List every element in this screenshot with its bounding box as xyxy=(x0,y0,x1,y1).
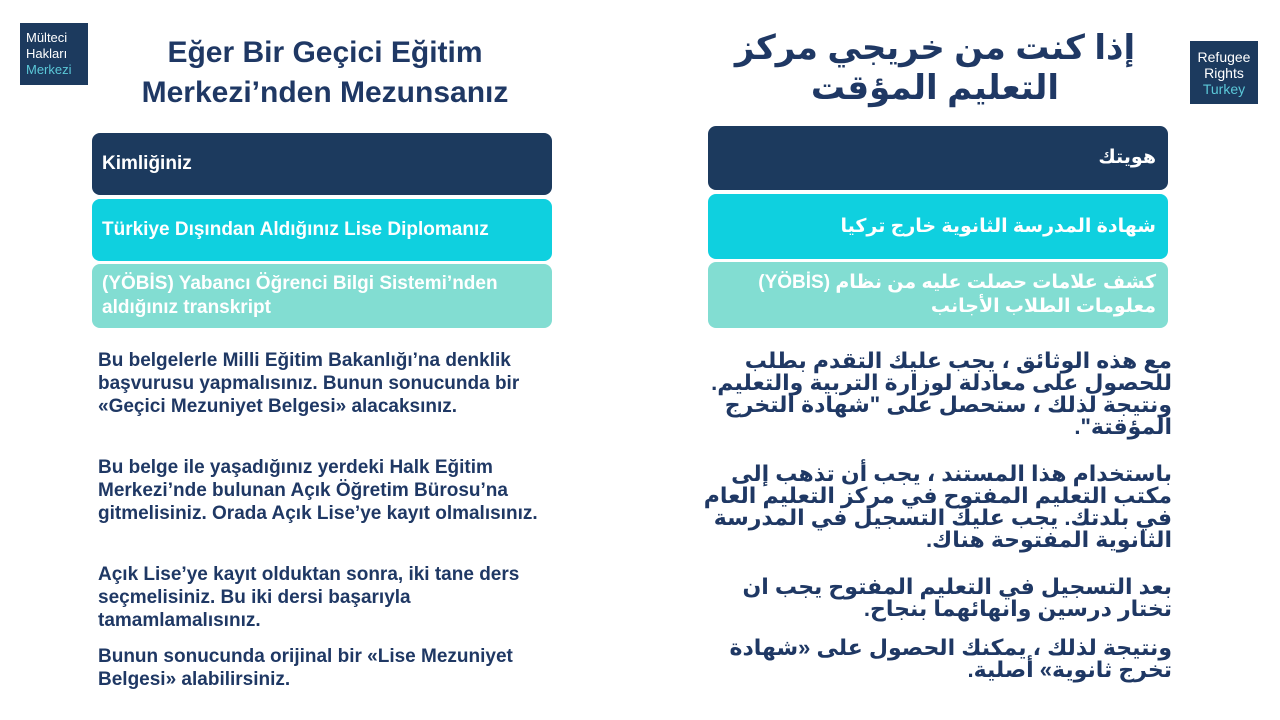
document-box-id xyxy=(92,133,552,195)
document-box-label: هويتك xyxy=(1098,147,1156,168)
document-box-transcript xyxy=(92,264,552,328)
document-box-label: Türkiye Dışından Aldığınız Lise Diplomanız xyxy=(102,219,489,240)
muelteci-haklari-logo xyxy=(20,23,88,85)
logo-line-3: Turkey xyxy=(1202,80,1246,97)
step-paragraph-1: Bu belgelerle Milli Eğitim Bakanlığı’na denklik başvurusu yapmalısınız. Bunun sonucunda bir «Geçici Mezuniyet Belgesi» alacaksınız. xyxy=(98,350,520,417)
step-paragraph-4: Bunun sonucunda orijinal bir «Lise Mezuniyet Belgesi» alabilirsiniz. xyxy=(98,646,513,690)
refugee-rights-logo xyxy=(1190,41,1258,104)
document-box-transcript-ar xyxy=(708,262,1168,328)
document-box-diploma-ar xyxy=(708,194,1168,259)
logo-line-3: Merkezi xyxy=(26,62,72,77)
document-box-id-ar xyxy=(708,126,1168,190)
logo-line-1: Mülteci xyxy=(26,30,68,45)
document-box-diploma xyxy=(92,199,552,261)
logo-line-2: Hakları xyxy=(26,46,68,61)
document-box-label: (YÖBİS) Yabancı Öğrenci Bilgi Sistemi’nden aldığınız transkript xyxy=(102,273,498,318)
turkish-title: Eğer Bir Geçici Eğitim Merkezi’nden Mezunsanız xyxy=(141,36,509,109)
step-paragraph-2-ar: باستخدام هذا المستند ، يجب أن تذهب إلى مكتب التعليم المفتوح في مركز التعليم العام في بلدتك. يجب عليك التسجيل في المدرسة الثانوية المفتوحة هناك. xyxy=(703,461,1172,552)
document-box-label: Kimliğiniz xyxy=(102,153,192,174)
step-paragraph-4-ar: ونتيجة لذلك ، يمكنك الحصول على «شهادة تخرج ثانوية» أصلية. xyxy=(729,635,1172,682)
step-paragraph-1-ar: مع هذه الوثائق ، يجب عليك التقدم بطلب للحصول على معادلة لوزارة التربية والتعليم. ونتيجة لذلك ، ستحصل على "شهادة التخرج المؤقتة". xyxy=(711,348,1172,439)
step-paragraph-2: Bu belge ile yaşadığınız yerdeki Halk Eğitim Merkezi’nde bulunan Açık Öğretim Bürosu’na gitmelisiniz. Orada Açık Lise’ye kayıt olmalısınız. xyxy=(98,457,538,524)
logo-line-2: Rights xyxy=(1204,64,1244,81)
logo-line-1: Refugee xyxy=(1197,48,1251,65)
step-paragraph-3-ar: بعد التسجيل في التعليم المفتوح يجب ان تختار درسين وانهائهما بنجاح. xyxy=(742,574,1172,621)
step-paragraph-3: Açık Lise’ye kayıt olduktan sonra, iki tane ders seçmelisiniz. Bu iki dersi başarıyla tamamlamalısınız. xyxy=(98,564,520,631)
document-box-label: شهادة المدرسة الثانوية خارج تركيا xyxy=(840,215,1156,237)
arabic-title: إذا كنت من خريجي مركز التعليم المؤقت xyxy=(734,29,1136,107)
document-box-label: كشف علامات حصلت عليه من نظام (YÖBİS) معلومات الطلاب الأجانب xyxy=(758,272,1156,317)
